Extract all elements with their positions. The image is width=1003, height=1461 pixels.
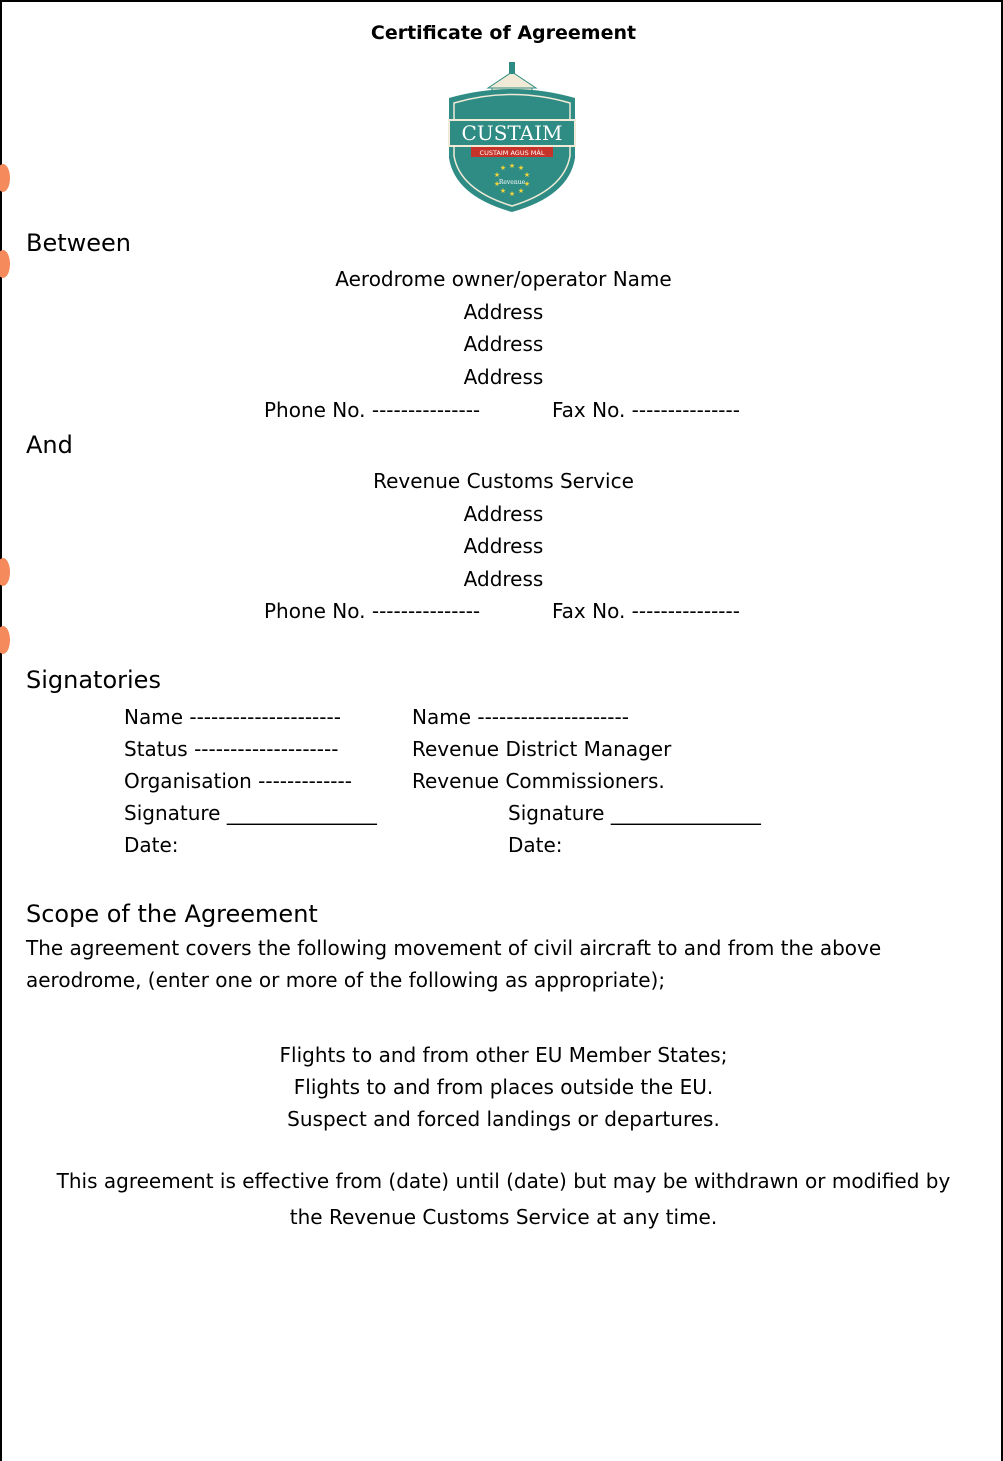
between-owner-name: Aerodrome owner/operator Name xyxy=(335,267,672,291)
svg-text:★: ★ xyxy=(523,180,531,188)
signatory-left-date: Date: xyxy=(124,833,179,857)
signatory-left-signature: Signature _______________ xyxy=(124,801,377,825)
signatory-left-name: Name --------------------- xyxy=(124,705,341,729)
and-organisation: Revenue Customs Service xyxy=(373,469,634,493)
and-address-line: Address xyxy=(463,567,544,591)
svg-text:★: ★ xyxy=(493,171,501,179)
and-heading: And xyxy=(26,431,73,459)
between-phone: Phone No. --------------- xyxy=(264,398,481,422)
signatory-left-organisation: Organisation ------------- xyxy=(124,769,352,793)
svg-text:★: ★ xyxy=(517,164,525,172)
and-fax: Fax No. --------------- xyxy=(552,599,740,623)
between-address-line: Address xyxy=(463,332,544,356)
signatory-right-signature: Signature _______________ xyxy=(508,801,761,825)
between-fax: Fax No. --------------- xyxy=(552,398,740,422)
margin-mark xyxy=(0,164,10,192)
svg-text:★: ★ xyxy=(493,180,501,188)
effective-statement-line: This agreement is effective from (date) until (date) but may be withdrawn or modified by xyxy=(56,1169,951,1193)
and-address-line: Address xyxy=(463,534,544,558)
logo-ribbon-text: CUSTAIM AGUS MÁL xyxy=(479,149,545,157)
scope-intro-line: aerodrome, (enter one or more of the following as appropriate); xyxy=(26,968,666,992)
document-title: Certificate of Agreement xyxy=(370,22,637,44)
between-address-line: Address xyxy=(463,365,544,389)
svg-text:★: ★ xyxy=(499,164,507,172)
scope-item: Flights to and from other EU Member States; xyxy=(279,1043,728,1067)
margin-mark xyxy=(0,626,10,654)
svg-text:★: ★ xyxy=(517,187,525,195)
scope-item: Flights to and from places outside the EU. xyxy=(293,1075,714,1099)
svg-text:★: ★ xyxy=(508,162,516,170)
signatory-right-date: Date: xyxy=(508,833,563,857)
signatory-right-name: Name --------------------- xyxy=(412,705,629,729)
scope-heading: Scope of the Agreement xyxy=(26,900,318,928)
scope-item: Suspect and forced landings or departures. xyxy=(287,1107,720,1131)
signatory-right-status: Revenue District Manager xyxy=(412,737,672,761)
and-address-line: Address xyxy=(463,502,544,526)
signatories-heading: Signatories xyxy=(26,666,161,694)
between-address-line: Address xyxy=(463,300,544,324)
scope-intro-line: The agreement covers the following movement of civil aircraft to and from the above xyxy=(26,936,882,960)
signatory-left-status: Status -------------------- xyxy=(124,737,339,761)
svg-text:★: ★ xyxy=(523,171,531,179)
and-phone: Phone No. --------------- xyxy=(264,599,481,623)
effective-statement-line: the Revenue Customs Service at any time. xyxy=(289,1205,718,1229)
logo-banner-text: CUSTAIM xyxy=(461,121,563,145)
signatory-right-organisation: Revenue Commissioners. xyxy=(412,769,665,793)
between-heading: Between xyxy=(26,229,132,257)
logo-bottom-text: Revenue xyxy=(498,179,526,186)
svg-text:★: ★ xyxy=(499,187,507,195)
svg-text:★: ★ xyxy=(508,190,516,198)
custaim-logo xyxy=(443,58,581,214)
